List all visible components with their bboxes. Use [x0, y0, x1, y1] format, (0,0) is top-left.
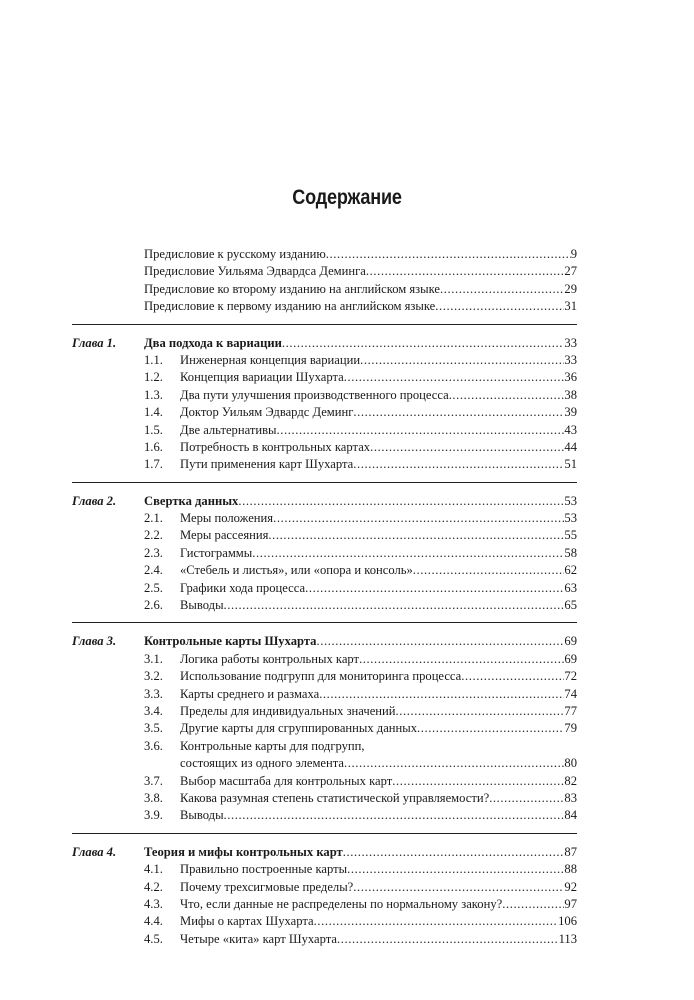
dot-leader	[396, 703, 565, 720]
page-number: 33	[564, 335, 577, 350]
section-number: 1.4.	[144, 405, 163, 420]
section-row	[0, 879, 694, 896]
toc-entry[interactable]	[180, 703, 577, 720]
dot-leader	[353, 404, 564, 421]
dot-leader	[489, 790, 564, 807]
toc-entry[interactable]	[180, 686, 577, 703]
section-row	[0, 738, 694, 773]
section-row	[0, 896, 694, 913]
entry-title-line2: состоящих из одного элемента	[180, 756, 344, 771]
entry-title: Две альтернативы	[180, 422, 277, 437]
dot-leader	[360, 352, 564, 369]
page-number: 55	[564, 528, 577, 543]
page-number: 97	[564, 896, 577, 911]
entry-title: Пути применения карт Шухарта	[180, 457, 354, 472]
dot-leader	[347, 861, 564, 878]
section-row	[0, 580, 694, 597]
entry-title: Логика работы контрольных карт	[180, 651, 360, 666]
chapter-row	[0, 633, 694, 650]
dot-leader	[314, 913, 559, 930]
section-row	[0, 562, 694, 579]
toc-entry[interactable]	[180, 422, 577, 439]
dot-leader	[224, 807, 565, 824]
page-number: 36	[564, 370, 577, 385]
dot-leader	[277, 422, 565, 439]
section-number: 1.1.	[144, 352, 163, 367]
section-row	[0, 773, 694, 790]
page-number: 9	[570, 247, 577, 261]
section-row	[0, 456, 694, 473]
entry-title: Пределы для индивидуальных значений	[180, 703, 396, 718]
section-row	[0, 720, 694, 737]
section-number: 4.1.	[144, 862, 163, 877]
entry-title: «Стебель и листья», или «опора и консоль»	[180, 563, 413, 578]
section-number: 1.7.	[144, 457, 163, 472]
dot-leader	[449, 387, 565, 404]
dot-leader	[353, 456, 564, 473]
section-row	[0, 352, 694, 369]
section-row	[0, 422, 694, 439]
entry-title: Два подхода к вариации	[144, 335, 282, 350]
page-number: 79	[564, 721, 577, 736]
page-number: 83	[564, 790, 577, 805]
toc-entry[interactable]	[180, 931, 577, 948]
page-number: 38	[564, 387, 577, 402]
section-number: 2.4.	[144, 563, 163, 578]
page-number: 82	[564, 773, 577, 788]
toc-entry[interactable]	[144, 298, 577, 315]
page-title: Содержание	[292, 186, 402, 209]
preface-row	[0, 246, 694, 263]
section-row	[0, 651, 694, 668]
chapter-divider	[72, 482, 577, 483]
entry-title: Меры положения	[180, 511, 274, 526]
toc-entry[interactable]	[180, 861, 577, 878]
dot-leader	[273, 510, 564, 527]
toc-entry[interactable]	[144, 493, 577, 510]
dot-leader	[353, 879, 564, 896]
toc-entry[interactable]	[180, 510, 577, 527]
page-number: 77	[564, 703, 577, 718]
section-number: 3.2.	[144, 669, 163, 684]
page-number: 106	[558, 914, 577, 929]
section-number: 2.1.	[144, 511, 163, 526]
toc-entry[interactable]	[144, 844, 577, 861]
section-number: 2.6.	[144, 598, 163, 613]
page-number: 39	[564, 405, 577, 420]
entry-title: Что, если данные не распределены по нормальному закону?	[180, 896, 503, 911]
section-number: 4.2.	[144, 879, 163, 894]
section-number: 3.3.	[144, 686, 163, 701]
chapter-row	[0, 335, 694, 352]
page-number: 31	[564, 299, 577, 314]
entry-title: Использование подгрупп для мониторинга процесса	[180, 669, 462, 684]
entry-title: Доктор Уильям Эдвардс Деминг	[180, 405, 354, 420]
toc-entry[interactable]	[180, 720, 577, 737]
page-number: 43	[564, 422, 577, 437]
page-number: 87	[564, 844, 577, 859]
dot-leader	[305, 580, 564, 597]
section-number: 2.5.	[144, 580, 163, 595]
toc-entry[interactable]	[180, 562, 577, 579]
toc-entry[interactable]	[180, 456, 577, 473]
dot-leader	[326, 246, 571, 263]
section-row	[0, 404, 694, 421]
toc-entry[interactable]	[180, 597, 577, 614]
dot-leader	[417, 720, 564, 737]
chapter-row	[0, 493, 694, 510]
chapter-label: Глава 2.	[72, 493, 117, 508]
section-number: 4.3.	[144, 896, 163, 911]
page-number: 84	[564, 808, 577, 823]
dot-leader	[392, 773, 564, 790]
dot-leader	[461, 668, 564, 685]
section-row	[0, 931, 694, 948]
toc-entry[interactable]	[180, 755, 577, 772]
entry-title: Графики хода процесса	[180, 580, 306, 595]
entry-title: Теория и мифы контрольных карт	[144, 844, 343, 859]
toc-entry[interactable]	[144, 263, 577, 280]
dot-leader	[224, 597, 565, 614]
toc-entry[interactable]	[180, 913, 577, 930]
entry-title: Другие карты для сгруппированных данных	[180, 721, 418, 736]
section-number: 3.1.	[144, 651, 163, 666]
dot-leader	[502, 896, 564, 913]
page-number: 44	[564, 439, 577, 454]
entry-title: Свертка данных	[144, 493, 239, 508]
dot-leader	[366, 263, 565, 280]
entry-title: Концепция вариации Шухарта	[180, 370, 344, 385]
toc-entry[interactable]	[180, 545, 577, 562]
dot-leader	[316, 633, 564, 650]
section-number: 1.3.	[144, 387, 163, 402]
dot-leader	[252, 545, 564, 562]
toc-entry[interactable]	[144, 246, 577, 263]
entry-title: Какова разумная степень статистической управляемости?	[180, 790, 490, 805]
page-number: 53	[564, 511, 577, 526]
entry-title: Предисловие Уильяма Эдвардса Деминга	[144, 264, 366, 279]
chapter-divider	[72, 833, 577, 834]
dot-leader	[343, 844, 565, 861]
dot-leader	[413, 562, 565, 579]
dot-leader	[435, 298, 564, 315]
dot-leader	[359, 651, 564, 668]
page-number: 69	[564, 634, 577, 649]
dot-leader	[238, 493, 564, 510]
dot-leader	[344, 369, 565, 386]
toc-entry[interactable]	[180, 580, 577, 597]
section-number: 3.8.	[144, 790, 163, 805]
dot-leader	[440, 281, 564, 298]
section-number: 1.2.	[144, 370, 163, 385]
entry-title: Инженерная концепция вариации	[180, 352, 361, 367]
page-number: 33	[564, 352, 577, 367]
page-number: 51	[564, 457, 577, 472]
page-number: 53	[564, 493, 577, 508]
entry-title: Контрольные карты Шухарта	[144, 634, 317, 649]
page-number: 80	[564, 756, 577, 771]
entry-title: Выводы	[180, 598, 224, 613]
entry-title: Мифы о картах Шухарта	[180, 914, 314, 929]
preface-row	[0, 298, 694, 315]
table-of-contents	[0, 246, 694, 948]
section-number: 4.4.	[144, 914, 163, 929]
dot-leader	[268, 527, 564, 544]
entry-title: Выбор масштаба для контрольных карт	[180, 773, 393, 788]
page-number: 63	[564, 580, 577, 595]
section-number: 1.5.	[144, 422, 163, 437]
entry-title: Гистограммы	[180, 545, 253, 560]
toc-entry[interactable]	[180, 790, 577, 807]
toc-entry[interactable]	[144, 281, 577, 298]
section-number: 2.3.	[144, 545, 163, 560]
page-number: 27	[564, 264, 577, 279]
toc-entry[interactable]	[180, 387, 577, 404]
entry-title: Четыре «кита» карт Шухарта	[180, 931, 338, 946]
section-row	[0, 686, 694, 703]
toc-entry[interactable]	[180, 807, 577, 824]
chapter-row	[0, 844, 694, 861]
dot-leader	[337, 931, 559, 948]
section-number: 3.9.	[144, 808, 163, 823]
entry-title: Правильно построенные карты	[180, 862, 348, 877]
section-number: 2.2.	[144, 528, 163, 543]
page-number: 58	[564, 545, 577, 560]
page-number: 88	[564, 862, 577, 877]
entry-title: Два пути улучшения производственного процесса	[180, 387, 449, 402]
preface-row	[0, 263, 694, 280]
toc-entry[interactable]	[180, 879, 577, 896]
toc-entry[interactable]	[180, 352, 577, 369]
entry-title: Меры рассеяния	[180, 528, 269, 543]
section-row	[0, 807, 694, 824]
toc-entry[interactable]	[180, 896, 577, 913]
chapter-divider	[72, 324, 577, 325]
dot-leader	[344, 755, 564, 772]
section-number: 1.6.	[144, 439, 163, 454]
chapter-divider	[72, 622, 577, 623]
page-number: 74	[564, 686, 577, 701]
section-row	[0, 861, 694, 878]
section-row	[0, 510, 694, 527]
toc-entry[interactable]	[180, 651, 577, 668]
section-number: 3.5.	[144, 721, 163, 736]
section-row	[0, 369, 694, 386]
entry-title-line1: Контрольные карты для подгрупп,	[180, 738, 365, 753]
section-row	[0, 439, 694, 456]
chapter-label: Глава 1.	[72, 335, 117, 350]
section-row	[0, 913, 694, 930]
dot-leader	[370, 439, 564, 456]
chapter-label: Глава 4.	[72, 844, 117, 859]
section-row	[0, 790, 694, 807]
page-number: 62	[564, 563, 577, 578]
page-number: 65	[564, 598, 577, 613]
toc-entry[interactable]	[180, 369, 577, 386]
toc-entry[interactable]	[180, 668, 577, 685]
section-number: 3.4.	[144, 703, 163, 718]
section-row	[0, 597, 694, 614]
section-row	[0, 387, 694, 404]
toc-entry[interactable]	[180, 527, 577, 544]
dot-leader	[319, 686, 564, 703]
section-number: 3.6.	[144, 738, 163, 753]
section-row	[0, 545, 694, 562]
page-number: 113	[558, 931, 577, 946]
toc-entry[interactable]	[180, 404, 577, 421]
section-number: 3.7.	[144, 773, 163, 788]
entry-title: Предисловие ко второму изданию на английском языке	[144, 281, 441, 296]
entry-title: Выводы	[180, 808, 224, 823]
entry-title: Почему трехсигмовые пределы?	[180, 879, 354, 894]
section-row	[0, 527, 694, 544]
dot-leader	[282, 335, 565, 352]
toc-entry[interactable]	[144, 633, 577, 650]
section-row	[0, 668, 694, 685]
toc-entry[interactable]	[144, 335, 577, 352]
preface-row	[0, 281, 694, 298]
entry-title: Предисловие к русскому изданию	[144, 247, 326, 261]
entry-title: Потребность в контрольных картах	[180, 439, 371, 454]
toc-entry[interactable]	[180, 773, 577, 790]
page-number: 92	[564, 879, 577, 894]
chapter-label: Глава 3.	[72, 634, 117, 649]
section-row	[0, 703, 694, 720]
entry-title: Карты среднего и размаха	[180, 686, 320, 701]
entry-title: Предисловие к первому изданию на английском языке	[144, 299, 436, 314]
section-number: 4.5.	[144, 931, 163, 946]
toc-entry[interactable]	[180, 439, 577, 456]
page-number: 29	[564, 281, 577, 296]
page-number: 69	[564, 651, 577, 666]
page-number: 72	[564, 669, 577, 684]
